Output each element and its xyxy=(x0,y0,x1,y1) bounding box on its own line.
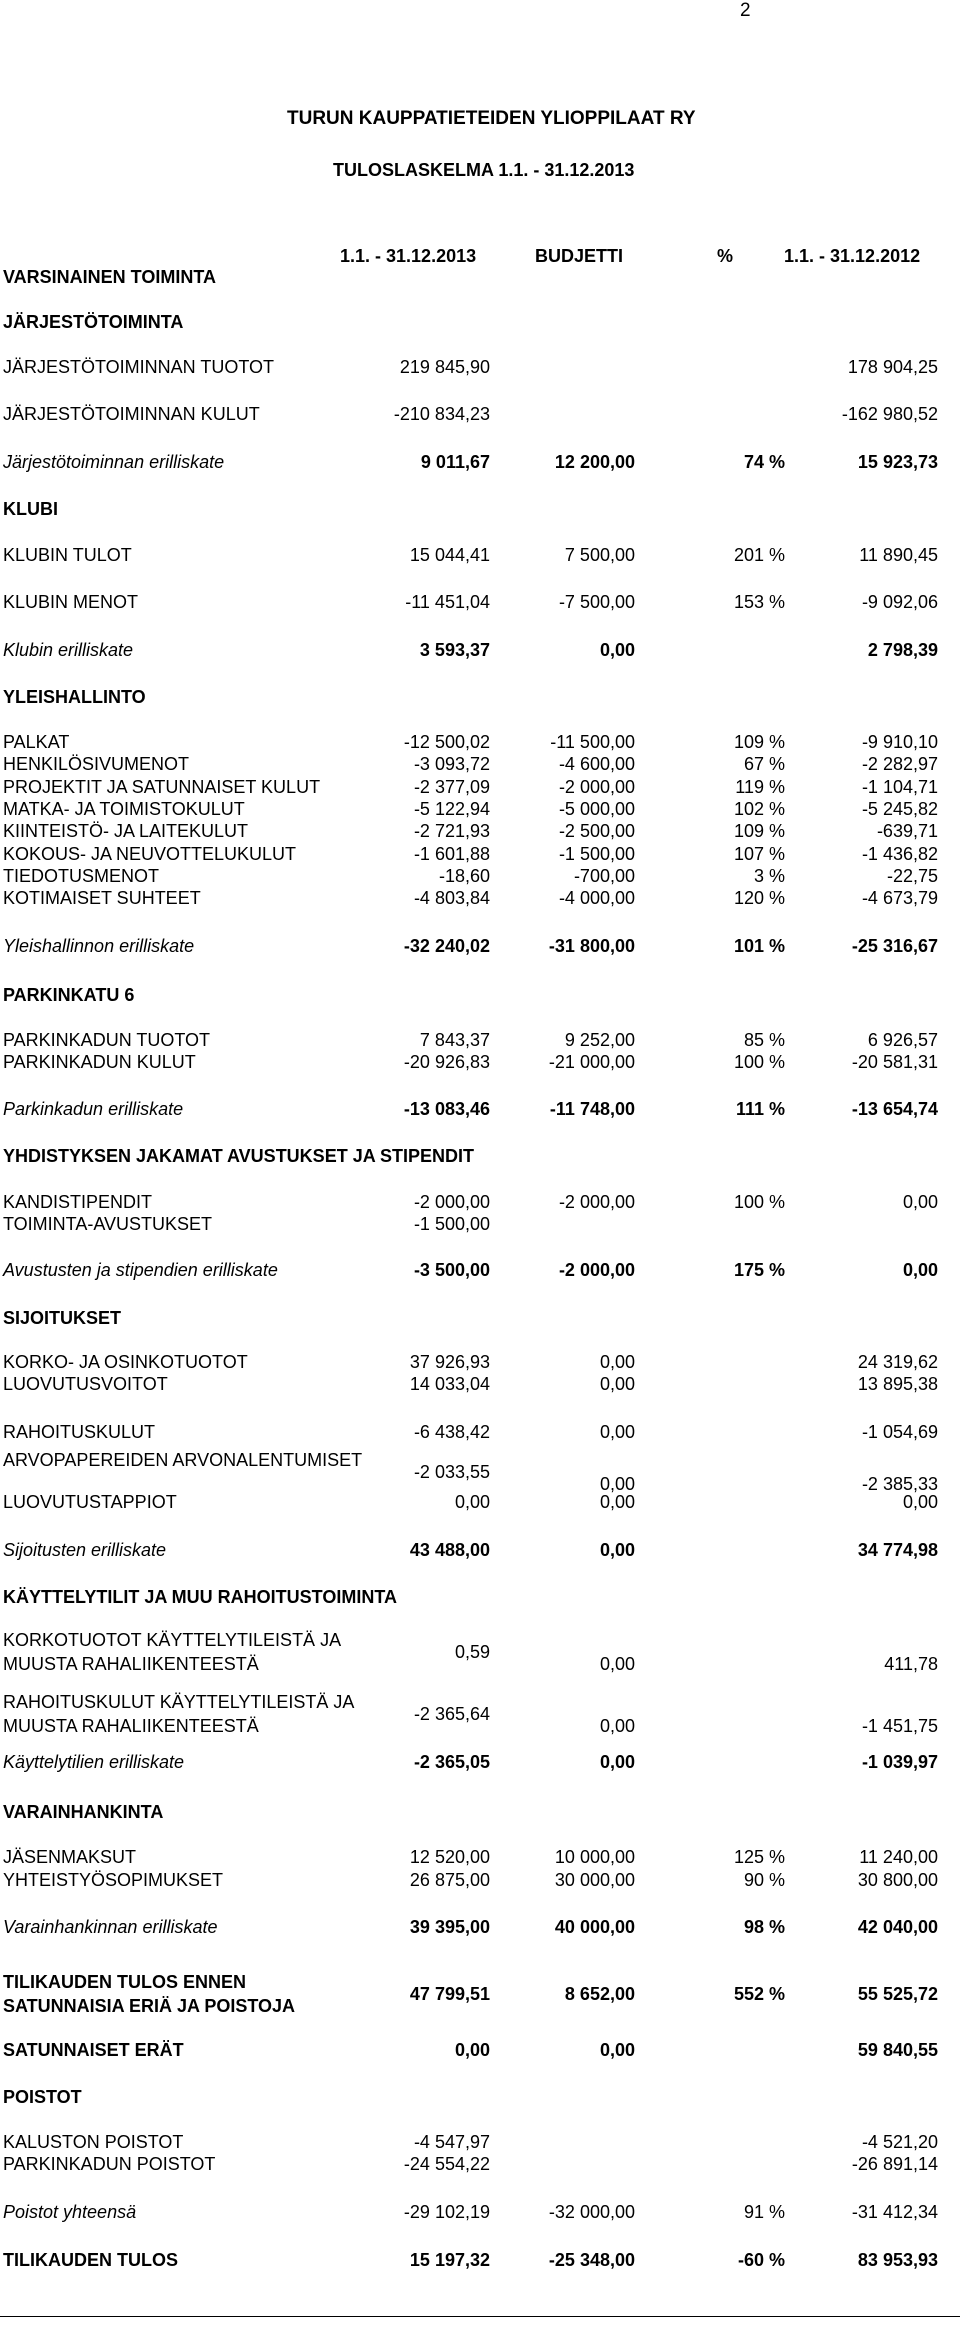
cell-budget: 9 252,00 xyxy=(564,1030,635,1050)
table-row xyxy=(0,1915,960,1939)
cell-current: -2 365,05 xyxy=(413,1752,490,1772)
table-row xyxy=(0,1050,960,1074)
cell-current: -5 122,94 xyxy=(413,799,490,819)
cell-budget: -32 000,00 xyxy=(548,2202,635,2222)
row-label: PALKAT xyxy=(3,732,70,752)
cell-current: 43 488,00 xyxy=(409,1540,490,1560)
cell-current: 7 843,37 xyxy=(419,1030,490,1050)
section-heading xyxy=(0,1306,960,1330)
row-label: MATKA- JA TOIMISTOKULUT xyxy=(3,799,245,819)
cell-budget: -31 800,00 xyxy=(548,936,635,956)
cell-budget: -700,00 xyxy=(573,866,635,886)
row-label: Järjestötoiminnan erilliskate xyxy=(3,452,225,472)
row-label: KORKOTUOTOT KÄYTTELYTILEISTÄ JA MUUSTA RAHALIIKENTEESTÄ xyxy=(3,1630,341,1674)
cell-percent: 90 % xyxy=(743,1870,785,1890)
cell-previous: 11 890,45 xyxy=(859,545,938,565)
table-row xyxy=(0,1212,960,1236)
cell-budget: 0,00 xyxy=(599,640,635,660)
cell-budget: -2 500,00 xyxy=(558,821,635,841)
table-row xyxy=(0,450,960,474)
cell-budget: -21 000,00 xyxy=(548,1052,635,1072)
cell-current: -13 083,46 xyxy=(403,1099,490,1119)
cell-previous: 178 904,25 xyxy=(847,357,938,377)
table-row xyxy=(0,355,960,379)
cell-percent: 125 % xyxy=(733,1847,785,1867)
table-row xyxy=(0,886,960,910)
cell-previous: -25 316,67 xyxy=(851,936,938,956)
cell-percent: 109 % xyxy=(733,821,785,841)
section-heading xyxy=(0,1144,960,1168)
cell-percent: 85 % xyxy=(743,1030,785,1050)
table-row xyxy=(0,1490,960,1514)
row-label: Varainhankinnan erilliskate xyxy=(3,1917,218,1937)
cell-current: -2 033,55 xyxy=(413,1462,490,1482)
cell-previous: -639,71 xyxy=(876,821,938,841)
cell-previous: -20 581,31 xyxy=(851,1052,938,1072)
row-label: POISTOT xyxy=(3,2087,82,2107)
cell-budget: -2 000,00 xyxy=(558,777,635,797)
table-row xyxy=(0,1690,960,1738)
section-heading xyxy=(0,1800,960,1824)
row-label: PARKINKADUN POISTOT xyxy=(3,2154,216,2174)
table-row xyxy=(0,1448,960,1496)
cell-current: -24 554,22 xyxy=(403,2154,490,2174)
section-heading xyxy=(0,2085,960,2109)
row-label: Parkinkadun erilliskate xyxy=(3,1099,184,1119)
cell-budget: 0,00 xyxy=(599,1352,635,1372)
cell-percent: 100 % xyxy=(733,1052,785,1072)
cell-budget: 0,00 xyxy=(599,2040,635,2060)
cell-current: 12 520,00 xyxy=(409,1847,490,1867)
table-row xyxy=(0,402,960,426)
cell-previous: 83 953,93 xyxy=(857,2250,938,2270)
table-row xyxy=(0,2200,960,2224)
row-label: YHDISTYKSEN JAKAMAT AVUSTUKSET JA STIPENDIT xyxy=(3,1146,475,1166)
cell-current: 26 875,00 xyxy=(409,1870,490,1890)
row-label: KÄYTTELYTILIT JA MUU RAHOITUSTOIMINTA xyxy=(3,1587,397,1607)
cell-previous: 42 040,00 xyxy=(857,1917,938,1937)
cell-budget: -4 600,00 xyxy=(558,754,635,774)
cell-percent: 107 % xyxy=(733,844,785,864)
row-label: HENKILÖSIVUMENOT xyxy=(3,754,190,774)
cell-current: -6 438,42 xyxy=(413,1422,490,1442)
organization-name: TURUN KAUPPATIETEIDEN YLIOPPILAAT RY xyxy=(287,108,696,129)
row-label: YHTEISTYÖSOPIMUKSET xyxy=(3,1870,224,1890)
cell-current: 15 197,32 xyxy=(409,2250,490,2270)
row-label: KOKOUS- JA NEUVOTTELUKULUT xyxy=(3,844,297,864)
cell-current: 9 011,67 xyxy=(420,452,490,472)
cell-budget: 0,00 xyxy=(599,1422,635,1442)
cell-budget: 0,00 xyxy=(599,1654,635,1674)
cell-budget: 7 500,00 xyxy=(564,545,635,565)
cell-current: -11 451,04 xyxy=(405,592,490,612)
cell-previous: -1 451,75 xyxy=(861,1716,938,1736)
cell-percent: 153 % xyxy=(733,592,785,612)
cell-previous: -31 412,34 xyxy=(851,2202,938,2222)
cell-current: 0,00 xyxy=(454,1492,490,1512)
cell-current: -18,60 xyxy=(438,866,490,886)
row-label: KIINTEISTÖ- JA LAITEKULUT xyxy=(3,821,249,841)
row-label: Avustusten ja stipendien erilliskate xyxy=(3,1260,278,1280)
cell-percent: 201 % xyxy=(733,545,785,565)
cell-previous: 59 840,55 xyxy=(857,2040,938,2060)
row-label: KORKO- JA OSINKOTUOTOT xyxy=(3,1352,248,1372)
row-label: KOTIMAISET SUHTEET xyxy=(3,888,201,908)
cell-budget: -7 500,00 xyxy=(558,592,635,612)
row-label: JÄRJESTÖTOIMINNAN TUOTOT xyxy=(3,357,275,377)
table-row xyxy=(0,1258,960,1282)
cell-previous: 55 525,72 xyxy=(857,1984,938,2004)
table-row xyxy=(0,842,960,866)
cell-previous: -162 980,52 xyxy=(841,404,938,424)
cell-previous: 411,78 xyxy=(884,1654,938,1674)
row-label: Yleishallinnon erilliskate xyxy=(3,936,195,956)
cell-previous: -13 654,74 xyxy=(851,1099,938,1119)
row-label: PROJEKTIT JA SATUNNAISET KULUT xyxy=(3,777,321,797)
row-label: Klubin erilliskate xyxy=(3,640,134,660)
cell-previous: -5 245,82 xyxy=(861,799,938,819)
cell-previous: 0,00 xyxy=(902,1260,938,1280)
section-heading xyxy=(0,310,960,334)
cell-percent: 102 % xyxy=(733,799,785,819)
cell-percent: -60 % xyxy=(737,2250,785,2270)
cell-budget: -5 000,00 xyxy=(558,799,635,819)
row-label: RAHOITUSKULUT xyxy=(3,1422,156,1442)
row-label: KLUBI xyxy=(3,499,58,519)
cell-percent: 74 % xyxy=(743,452,785,472)
section-heading xyxy=(0,1585,960,1609)
cell-current: -2 000,00 xyxy=(413,1192,490,1212)
cell-current: 219 845,90 xyxy=(399,357,490,377)
cell-budget: 12 200,00 xyxy=(554,452,635,472)
cell-budget: 0,00 xyxy=(599,1474,635,1494)
table-row xyxy=(0,543,960,567)
cell-current: -29 102,19 xyxy=(403,2202,490,2222)
table-row xyxy=(0,1970,960,2018)
cell-previous: 11 240,00 xyxy=(859,1847,938,1867)
row-label: JÄRJESTÖTOIMINTA xyxy=(3,312,184,332)
row-label: VARAINHANKINTA xyxy=(3,1802,164,1822)
cell-previous: 34 774,98 xyxy=(857,1540,938,1560)
cell-previous: 13 895,38 xyxy=(857,1374,938,1394)
table-row xyxy=(0,1097,960,1121)
row-label: TIEDOTUSMENOT xyxy=(3,866,159,886)
page-number: 2 xyxy=(740,0,751,21)
cell-previous: -9 092,06 xyxy=(861,592,938,612)
header-percent: % xyxy=(717,246,734,266)
cell-budget: 0,00 xyxy=(599,1492,635,1512)
table-row xyxy=(0,2248,960,2272)
cell-previous: 15 923,73 xyxy=(857,452,938,472)
cell-previous: 0,00 xyxy=(902,1192,938,1212)
cell-current: -1 500,00 xyxy=(413,1214,490,1234)
cell-previous: -26 891,14 xyxy=(851,2154,938,2174)
cell-previous: -2 385,33 xyxy=(861,1474,938,1494)
row-label: Poistot yhteensä xyxy=(3,2202,137,2222)
cell-previous: -4 521,20 xyxy=(861,2132,938,2152)
cell-current: -2 377,09 xyxy=(413,777,490,797)
table-row xyxy=(0,638,960,662)
row-label: RAHOITUSKULUT KÄYTTELYTILEISTÄ JA MUUSTA RAHALIIKENTEESTÄ xyxy=(3,1692,354,1736)
table-row xyxy=(0,1372,960,1396)
cell-budget: 0,00 xyxy=(599,1540,635,1560)
cell-percent: 552 % xyxy=(733,1984,785,2004)
row-label: Käyttelytilien erilliskate xyxy=(3,1752,185,1772)
row-label: LUOVUTUSVOITOT xyxy=(3,1374,168,1394)
cell-previous: -9 910,10 xyxy=(861,732,938,752)
cell-previous: 2 798,39 xyxy=(867,640,938,660)
table-row xyxy=(0,864,960,888)
cell-current: -4 803,84 xyxy=(413,888,490,908)
cell-previous: -1 436,82 xyxy=(861,844,938,864)
cell-previous: 30 800,00 xyxy=(857,1870,938,1890)
cell-current: -3 093,72 xyxy=(413,754,490,774)
cell-current: 15 044,41 xyxy=(409,545,490,565)
cell-percent: 100 % xyxy=(733,1192,785,1212)
cell-current: -2 721,93 xyxy=(413,821,490,841)
cell-current: 0,00 xyxy=(454,2040,490,2060)
cell-current: -210 834,23 xyxy=(393,404,490,424)
row-label: KANDISTIPENDIT xyxy=(3,1192,153,1212)
row-label: LUOVUTUSTAPPIOT xyxy=(3,1492,177,1512)
table-row xyxy=(0,934,960,958)
cell-percent: 175 % xyxy=(733,1260,785,1280)
cell-previous: 24 319,62 xyxy=(857,1352,938,1372)
cell-budget: 0,00 xyxy=(599,1752,635,1772)
header-previous: 1.1. - 31.12.2012 xyxy=(784,246,921,266)
cell-previous: 0,00 xyxy=(902,1492,938,1512)
cell-budget: 8 652,00 xyxy=(564,1984,635,2004)
section-heading xyxy=(0,983,960,1007)
cell-current: -32 240,02 xyxy=(403,936,490,956)
cell-previous: -22,75 xyxy=(886,866,938,886)
cell-previous: -2 282,97 xyxy=(861,754,938,774)
cell-current: 3 593,37 xyxy=(419,640,490,660)
cell-current: -2 365,64 xyxy=(413,1704,490,1724)
table-row xyxy=(0,2152,960,2176)
section-header: VARSINAINEN TOIMINTA xyxy=(3,267,217,287)
cell-budget: -2 000,00 xyxy=(558,1260,635,1280)
section-heading xyxy=(0,685,960,709)
row-label: JÄSENMAKSUT xyxy=(3,1847,137,1867)
section-header-row xyxy=(0,265,960,289)
cell-previous: -1 104,71 xyxy=(861,777,938,797)
row-label: PARKINKADUN KULUT xyxy=(3,1052,196,1072)
cell-budget: 30 000,00 xyxy=(554,1870,635,1890)
row-label: TOIMINTA-AVUSTUKSET xyxy=(3,1214,213,1234)
table-row xyxy=(0,1420,960,1444)
cell-budget: 10 000,00 xyxy=(554,1847,635,1867)
cell-percent: 3 % xyxy=(753,866,785,886)
table-row xyxy=(0,819,960,843)
bottom-divider xyxy=(0,2316,960,2317)
cell-current: -4 547,97 xyxy=(413,2132,490,2152)
cell-percent: 109 % xyxy=(733,732,785,752)
cell-percent: 101 % xyxy=(733,936,785,956)
cell-budget: -2 000,00 xyxy=(558,1192,635,1212)
table-row xyxy=(0,1628,960,1676)
row-label: KLUBIN TULOT xyxy=(3,545,132,565)
cell-previous: -1 039,97 xyxy=(861,1752,938,1772)
cell-percent: 120 % xyxy=(733,888,785,908)
cell-budget: 40 000,00 xyxy=(554,1917,635,1937)
table-row xyxy=(0,590,960,614)
cell-budget: 0,00 xyxy=(599,1716,635,1736)
header-current: 1.1. - 31.12.2013 xyxy=(340,246,477,266)
cell-previous: -4 673,79 xyxy=(861,888,938,908)
report-title: TULOSLASKELMA 1.1. - 31.12.2013 xyxy=(333,160,635,180)
table-row xyxy=(0,1845,960,1869)
cell-current: -1 601,88 xyxy=(413,844,490,864)
cell-current: -20 926,83 xyxy=(403,1052,490,1072)
cell-percent: 111 % xyxy=(735,1099,785,1119)
row-label: TILIKAUDEN TULOS ENNEN SATUNNAISIA ERIÄ JA POISTOJA xyxy=(3,1972,296,2016)
cell-current: 47 799,51 xyxy=(409,1984,490,2004)
cell-budget: -25 348,00 xyxy=(548,2250,635,2270)
cell-current: -3 500,00 xyxy=(413,1260,490,1280)
cell-budget: 0,00 xyxy=(599,1374,635,1394)
table-row xyxy=(0,1868,960,1892)
table-row xyxy=(0,1538,960,1562)
cell-current: -12 500,02 xyxy=(403,732,490,752)
cell-percent: 91 % xyxy=(743,2202,785,2222)
cell-budget: -11 748,00 xyxy=(549,1099,635,1119)
table-row xyxy=(0,2130,960,2154)
row-label: Sijoitusten erilliskate xyxy=(3,1540,167,1560)
cell-current: 39 395,00 xyxy=(409,1917,490,1937)
row-label: SIJOITUKSET xyxy=(3,1308,122,1328)
cell-percent: 98 % xyxy=(743,1917,785,1937)
cell-current: 14 033,04 xyxy=(409,1374,490,1394)
row-label: KALUSTON POISTOT xyxy=(3,2132,184,2152)
section-heading xyxy=(0,497,960,521)
cell-budget: -11 500,00 xyxy=(550,732,635,752)
cell-budget: -4 000,00 xyxy=(558,888,635,908)
row-label: YLEISHALLINTO xyxy=(3,687,146,707)
row-label: SATUNNAISET ERÄT xyxy=(3,2040,184,2060)
cell-percent: 67 % xyxy=(743,754,785,774)
row-label: TILIKAUDEN TULOS xyxy=(3,2250,178,2270)
table-row xyxy=(0,1190,960,1214)
table-row xyxy=(0,1750,960,1774)
cell-current: 0,59 xyxy=(454,1642,490,1662)
cell-previous: 6 926,57 xyxy=(867,1030,938,1050)
cell-previous: -1 054,69 xyxy=(861,1422,938,1442)
row-label: PARKINKADUN TUOTOT xyxy=(3,1030,211,1050)
row-label: JÄRJESTÖTOIMINNAN KULUT xyxy=(3,404,260,424)
table-row xyxy=(0,730,960,754)
row-label: ARVOPAPEREIDEN ARVONALENTUMISET xyxy=(3,1450,363,1470)
row-label: KLUBIN MENOT xyxy=(3,592,139,612)
table-row xyxy=(0,752,960,776)
table-row xyxy=(0,797,960,821)
table-row xyxy=(0,2038,960,2062)
cell-current: 37 926,93 xyxy=(409,1352,490,1372)
row-label: PARKINKATU 6 xyxy=(3,985,135,1005)
cell-budget: -1 500,00 xyxy=(558,844,635,864)
table-row xyxy=(0,1028,960,1052)
table-row xyxy=(0,775,960,799)
table-row xyxy=(0,1350,960,1374)
header-budget: BUDJETTI xyxy=(535,246,624,266)
cell-percent: 119 % xyxy=(735,777,785,797)
